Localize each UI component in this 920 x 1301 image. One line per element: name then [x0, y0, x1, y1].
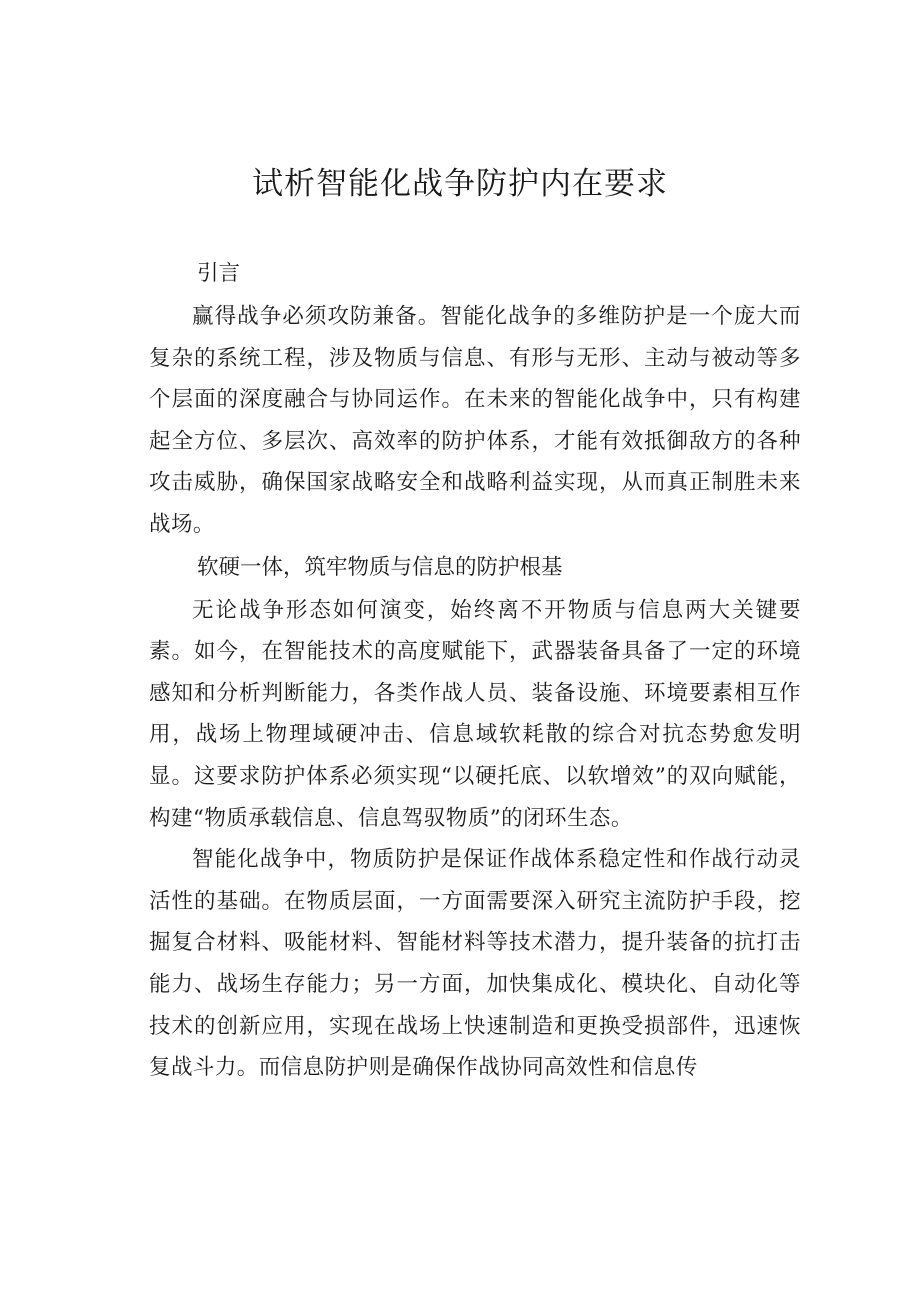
document-title: 试析智能化战争防护内在要求 [252, 166, 668, 202]
paragraph-material-information-2: 智能化战争中，物质防护是保证作战体系稳定性和作战行动灵活性的基础。在物质层面，一方面需要深入研究主流防护手段，挖掘复合材料、吸能材料、智能材料等技术潜力，提升装备的抗打击能力、战场生存能力；另一方面，加快集成化、模块化、自动化等技术的创新应用，实现在战场上快速制造和更换受损部件，迅速恢复战斗力。而信息防护则是确保作战协同高效性和信息传 [149, 847, 801, 1081]
document-body [149, 252, 801, 1089]
paragraph-material-information-1: 无论战争形态如何演变，始终离不开物质与信息两大关键要素。如今，在智能技术的高度赋能下，武器装备具备了一定的环境感知和分析判断能力，各类作战人员、装备设施、环境要素相互作用，战场上物理域硬冲击、信息域软耗散的综合对抗态势愈发明显。这要求防护体系必须实现“以硬托底、以软增效”的双向赋能，构建“物质承载信息、信息驾驭物质”的闭环生态。 [149, 597, 801, 831]
section-heading-intro: 引言 [197, 261, 241, 286]
paragraph-intro: 赢得战争必须攻防兼备。智能化战争的多维防护是一个庞大而复杂的系统工程，涉及物质与信息、有形与无形、主动与被动等多个层面的深度融合与协同运作。在未来的智能化战争中，只有构建起全方位、多层次、高效率的防护体系，才能有效抵御敌方的各种攻击威胁，确保国家战略安全和战略利益实现，从而真正制胜未来战场。 [149, 304, 801, 537]
section-heading-material-information: 软硬一体，筑牢物质与信息的防护根基 [197, 554, 563, 580]
